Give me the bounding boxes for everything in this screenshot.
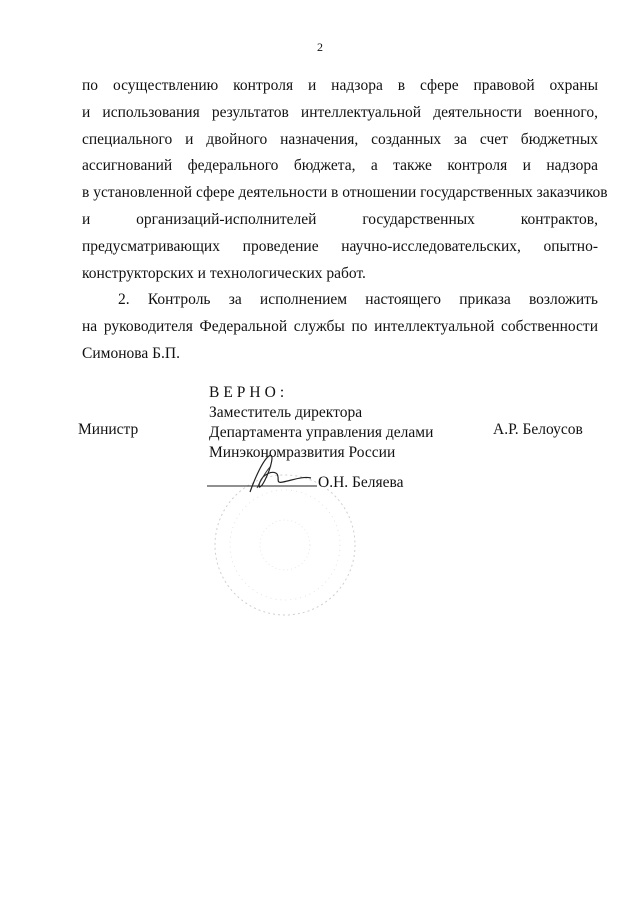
text-line: по осуществлению контроля и надзора в сфере правовой охраны: [82, 77, 598, 94]
text-line: конструкторских и технологических работ.: [82, 264, 366, 282]
text-line: предусматривающих проведение научно-исследовательских, опытно-: [82, 237, 598, 255]
text-line: в установленной сфере деятельности в отношении государственных заказчиков: [82, 184, 608, 202]
text-line: 2. Контроль за исполнением настоящего приказа возложить: [118, 291, 598, 308]
text-line: на руководителя Федеральной службы по интеллектуальной собственности: [82, 317, 598, 335]
certified-true-label: ВЕРНО:: [209, 384, 289, 401]
text-line: и организаций-исполнителей государственных контрактов,: [82, 210, 598, 228]
minister-name: А.Р. Белоусов: [493, 421, 583, 438]
text-line: специального и двойного назначения, созданных за счет бюджетных: [82, 130, 598, 148]
paragraph-2: [82, 292, 598, 372]
page-number: 2: [317, 40, 323, 54]
certifier-name: О.Н. Беляева: [318, 474, 404, 491]
certifier-department: Департамента управления делами: [209, 424, 434, 441]
handwritten-signature: [205, 448, 325, 498]
text-line: ассигнований федерального бюджета, а также контроля и надзора: [82, 157, 598, 175]
text-line: и использования результатов интеллектуальной деятельности военного,: [82, 103, 598, 121]
text-line: Симонова Б.П.: [82, 344, 180, 362]
certifier-position: Заместитель директора: [209, 404, 363, 421]
minister-title: Министр: [78, 421, 139, 438]
paragraph-1: [82, 77, 608, 292]
certifier-ministry: Минэкономразвития России: [209, 444, 396, 461]
